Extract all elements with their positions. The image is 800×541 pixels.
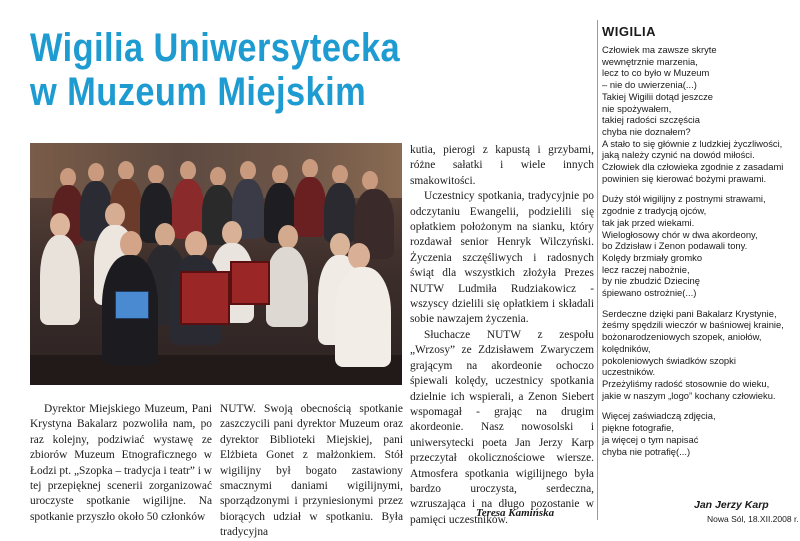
- poem-line: śpiewano ostrożnie(...): [602, 287, 697, 299]
- poem-line: tak jak przed wiekami.: [602, 216, 695, 228]
- poem-line: jakie w naszym „logo” kochany człowieku.: [602, 389, 776, 401]
- article-paragraph: kutia, pierogi z kapustą i grzybami, różne sałatki i wiele innych smakowitości.: [410, 144, 594, 187]
- poem-place-date: Nowa Sól, 18.XII.2008 r.: [707, 514, 799, 524]
- poem-line: zgodnie z tradycją ojców,: [602, 205, 707, 217]
- poem-line: wewnętrznie marzenia,: [602, 55, 698, 67]
- poem-line: pokoleniowych świadków szopki: [602, 354, 736, 366]
- article-column-2: [220, 402, 403, 541]
- poem-line: nie spożywałem,: [602, 102, 672, 114]
- poem-line: piękne fotografie,: [602, 422, 674, 434]
- poem-line: by nie zbudzić Dziecinę: [602, 275, 700, 287]
- poem-line: jaką należy czynić na dowód miłości.: [602, 149, 755, 161]
- article-paragraph: Uczestnicy spotkania, tradycyjnie po odczytaniu Ewangelii, podzielili się opłatkiem położonym na sianku, który rozdawał senior Henryk Wilczyński. Życzenia szczęśliwych i radosnych świąt dla wszystkich złożyła Prezes NUTW Ludmiła Rudziakowicz - wszyscy dzielili się opłatkiem i składali sobie nawzajem życzenia.: [410, 190, 594, 326]
- poem-line: powinien się kierować bożymi prawami.: [602, 172, 767, 184]
- group-photo: [30, 143, 402, 385]
- article-title: [30, 26, 512, 114]
- poem-line: chyba nie potrafię(...): [602, 445, 691, 457]
- poem-line: bożonarodzeniowych szopek, aniołów,: [602, 331, 762, 343]
- article-paragraph: Dyrektor Miejskiego Muzeum, Pani Krystyna Bakalarz pozwoliła nam, po raz kolejny, podziwiać wystawę ze zbiorów Muzeum Etnograficznego w Łodzi pt. „Szopka – tradycja i teatr” i w tej przepięknej scenerii zorganizować uroczyste spotkanie wigilijne. Na spotkanie przyszło około 50 członków: [30, 403, 212, 523]
- article-column-3: [410, 143, 594, 528]
- poem-line: Wielogłosowy chór w dwa akordeony,: [602, 228, 758, 240]
- poem-line: Takiej Wigilii dotąd jeszcze: [602, 90, 713, 102]
- poem-line: kolędników,: [602, 342, 651, 354]
- poem-stanza: [602, 410, 798, 457]
- poem-line: Przeżyliśmy radość stosownie do wieku,: [602, 377, 770, 389]
- poem-line: lecz raczej nabożnie,: [602, 263, 690, 275]
- poem-stanza: [602, 44, 798, 184]
- article-column-1: [30, 402, 212, 525]
- article-author: Teresa Kamińska: [476, 507, 555, 519]
- poem-line: żeśmy spędzili wieczór w baśniowej krainie,: [602, 319, 784, 331]
- poem-line: Duży stół wigilijny z postnymi strawami,: [602, 193, 766, 205]
- poem-stanza: [602, 193, 798, 298]
- poem-line: uczestników.: [602, 366, 656, 378]
- poem-line: Serdeczne dzięki pani Bakalarz Krystynie,: [602, 307, 777, 319]
- poem-line: ja więcej o tym napisać: [602, 433, 699, 445]
- poem-line: Człowiek dla człowieka zgodnie z zasadami: [602, 161, 784, 173]
- poem-body: [602, 44, 798, 466]
- article-paragraph: Słuchacze NUTW z zespołu „Wrzosy” ze Zdzisławem Zwaryczem grającym na akordeonie ochoczo śpiewali kolędy, uczestnicy spotkania dzielnie ich wspierali, a Zenon Siebert wspomagał - grając na drugim akordeonie. Nasz nowosolski i uniwersytecki poeta Jan Jerzy Karp przeczytał okolicznościowe wiersze. Atmosfera spotkania wigilijnego była bardzo uroczysta, serdeczna, wzruszająca i na długo pozostanie w pamięci uczestników.: [410, 328, 594, 526]
- poem-line: Kolędy brzmiały gromko: [602, 251, 703, 263]
- article-title-line-2: w Muzeum Miejskim: [30, 70, 367, 114]
- article-paragraph: NUTW. Swoją obecnością spotkanie zaszczycili pani dyrektor Muzeum oraz dyrektor Biblioteki Miejskiej, pani Elżbieta Gonet z małżonkiem. Stół wigilijny był bogato zastawiony smacznymi daniami wigilijnymi, sporządzonymi i przyniesionymi przez biorących udział w spotkaniu. Była tradycyjna: [220, 403, 403, 539]
- poem-line: Więcej zaświadczą zdjęcia,: [602, 410, 716, 422]
- poem-author: Jan Jerzy Karp: [694, 499, 769, 511]
- poem-line: – nie do uwierzenia(...): [602, 79, 697, 91]
- column-divider: [597, 20, 598, 520]
- poem-line: lecz to co było w Muzeum: [602, 67, 710, 79]
- poem-line: chyba nie doznałem?: [602, 125, 691, 137]
- poem-line: A stało to się głównie z ludzkiej życzliwości,: [602, 137, 783, 149]
- poem-line: Człowiek ma zawsze skryte: [602, 44, 717, 55]
- poem-line: takiej radości szczęścia: [602, 114, 700, 126]
- article-title-line-1: Wigilia Uniwersytecka: [30, 26, 401, 70]
- poem-title: WIGILIA: [602, 24, 657, 39]
- poem-stanza: [602, 308, 798, 402]
- poem-line: bo Zdzisław i Zenon podawali tony.: [602, 240, 748, 252]
